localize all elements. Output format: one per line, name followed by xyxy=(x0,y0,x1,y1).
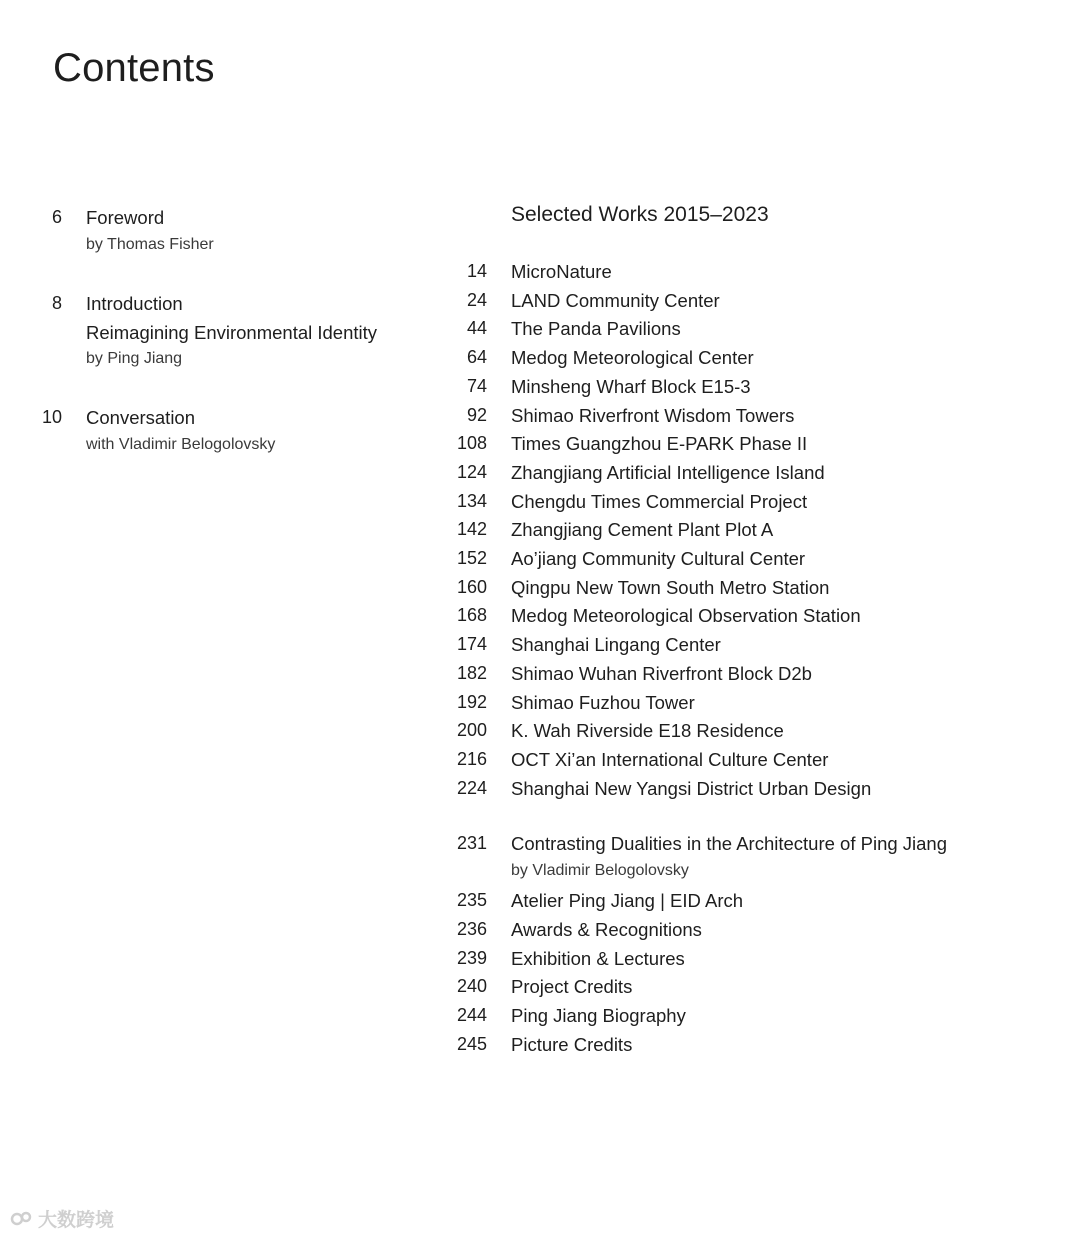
entry-title: Ping Jiang Biography xyxy=(511,1005,686,1026)
toc-row[interactable] xyxy=(430,433,1050,462)
entry-title: Awards & Recognitions xyxy=(511,918,702,940)
entry-byline: with Vladimir Belogolovsky xyxy=(86,436,276,453)
entry-title: Shimao Fuzhou Tower xyxy=(511,691,695,713)
toc-row[interactable] xyxy=(430,663,1050,692)
entry-title: Shanghai Lingang Center xyxy=(511,634,721,656)
toc-row[interactable] xyxy=(430,548,1050,577)
entry-byline: by Vladimir Belogolovsky xyxy=(511,862,689,879)
page-number: 142 xyxy=(456,519,487,540)
section-heading-selected-works: Selected Works 2015–2023 xyxy=(511,203,769,226)
toc-row[interactable] xyxy=(430,1034,1050,1063)
toc-row[interactable] xyxy=(430,634,1050,663)
toc-row[interactable] xyxy=(430,976,1050,1005)
page-number: 216 xyxy=(456,748,487,769)
page-number: 245 xyxy=(456,1033,487,1054)
toc-row[interactable] xyxy=(430,948,1050,977)
toc-row[interactable] xyxy=(430,405,1050,434)
brand-logo-icon xyxy=(10,1209,32,1229)
entry-title: Chengdu Times Commercial Project xyxy=(511,490,808,512)
entry-title: Introduction xyxy=(86,293,183,314)
entry-title: Zhangjiang Artificial Intelligence Island xyxy=(511,461,825,483)
entry-title: Ao’jiang Community Cultural Center xyxy=(511,548,806,569)
toc-row[interactable] xyxy=(430,491,1050,520)
page-number: 240 xyxy=(456,976,487,997)
toc-row[interactable] xyxy=(430,890,1050,919)
entry-title: Medog Meteorological Observation Station xyxy=(511,605,861,627)
page-number: 152 xyxy=(456,548,487,568)
toc-row[interactable] xyxy=(430,318,1050,347)
page-number: 108 xyxy=(456,433,487,454)
page-number: 44 xyxy=(466,318,487,339)
toc-row[interactable] xyxy=(430,692,1050,721)
entry-title: LAND Community Center xyxy=(511,289,720,311)
entry-title: Zhangjiang Cement Plant Plot A xyxy=(511,519,774,541)
page-number: 182 xyxy=(456,662,487,683)
toc-row[interactable] xyxy=(430,376,1050,405)
page-number: 239 xyxy=(456,947,487,968)
entry-title: Contrasting Dualities in the Architecture of Ping Jiang xyxy=(511,833,948,854)
entry-title: OCT Xi’an International Culture Center xyxy=(511,748,829,770)
page-number: 134 xyxy=(456,490,487,511)
page-number: 231 xyxy=(456,833,487,853)
entry-title: Times Guangzhou E-PARK Phase II xyxy=(511,433,808,455)
entry-title: Qingpu New Town South Metro Station xyxy=(511,576,830,598)
page-number: 168 xyxy=(456,605,487,626)
entry-byline: by Ping Jiang xyxy=(86,350,183,367)
page-number: 14 xyxy=(466,261,487,281)
entry-title: The Panda Pavilions xyxy=(511,318,681,340)
watermark-text: 大数跨境 xyxy=(38,1210,115,1231)
page-number: 10 xyxy=(41,407,62,427)
page-number: 244 xyxy=(456,1005,487,1025)
page-number: 224 xyxy=(456,777,487,798)
entry-title: Conversation xyxy=(86,407,196,428)
toc-row[interactable] xyxy=(430,577,1050,606)
entry-title: K. Wah Riverside E18 Residence xyxy=(511,720,784,742)
entry-title: Foreword xyxy=(86,207,165,228)
toc-row[interactable] xyxy=(430,462,1050,491)
page-number: 160 xyxy=(456,576,487,597)
toc-row[interactable] xyxy=(430,720,1050,749)
page-number: 174 xyxy=(456,634,487,655)
toc-row[interactable] xyxy=(430,919,1050,948)
toc-row[interactable] xyxy=(430,519,1050,548)
page-number: 6 xyxy=(51,207,62,227)
entry-subtitle: Reimagining Environmental Identity xyxy=(86,322,378,343)
page-number: 235 xyxy=(456,890,487,911)
watermark xyxy=(10,1205,114,1232)
page-number: 124 xyxy=(456,461,487,482)
page-number: 8 xyxy=(51,293,62,313)
entry-title: Medog Meteorological Center xyxy=(511,347,754,369)
toc-row[interactable] xyxy=(430,290,1050,319)
entry-title: Minsheng Wharf Block E15-3 xyxy=(511,375,751,397)
page-number: 64 xyxy=(466,347,487,368)
entry-title: Shanghai New Yangsi District Urban Design xyxy=(511,777,872,799)
page-number: 24 xyxy=(466,289,487,310)
entry-title: Picture Credits xyxy=(511,1033,633,1055)
toc-row[interactable] xyxy=(430,749,1050,778)
entry-title: Atelier Ping Jiang | EID Arch xyxy=(511,890,744,912)
page-number: 236 xyxy=(456,918,487,939)
toc-row[interactable] xyxy=(430,347,1050,376)
page-number: 92 xyxy=(466,404,487,425)
toc-row[interactable] xyxy=(430,833,1050,879)
toc-row[interactable] xyxy=(430,1005,1050,1034)
entry-title: Exhibition & Lectures xyxy=(511,947,685,969)
page-number: 200 xyxy=(456,720,487,741)
entry-title: Shimao Wuhan Riverfront Block D2b xyxy=(511,662,812,684)
page-title: Contents xyxy=(53,46,215,90)
entry-byline: by Thomas Fisher xyxy=(86,236,214,253)
entry-title: Project Credits xyxy=(511,976,633,998)
entry-title: MicroNature xyxy=(511,261,612,282)
toc-row[interactable] xyxy=(430,261,1050,290)
entry-title: Shimao Riverfront Wisdom Towers xyxy=(511,404,795,426)
toc-row[interactable] xyxy=(430,778,1050,807)
toc-row[interactable] xyxy=(430,605,1050,634)
page-number: 74 xyxy=(466,375,487,396)
page-number: 192 xyxy=(456,691,487,712)
